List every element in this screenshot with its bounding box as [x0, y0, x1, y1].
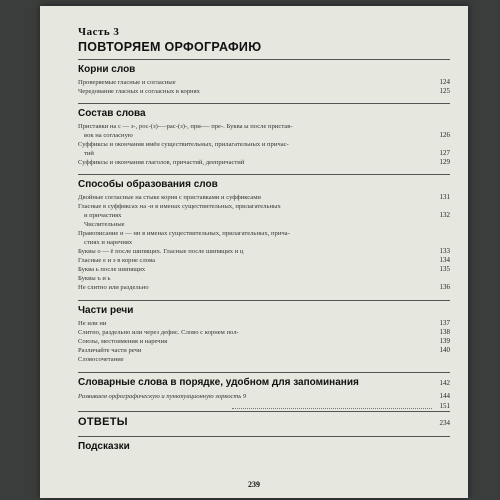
- toc-item: Гласные е и э в корне слова 134: [78, 256, 450, 264]
- toc-item: Развиваем орфографическую и пунктуационную зоркость 9 144: [78, 392, 450, 400]
- toc-item: Буквы ъ и ь: [78, 275, 111, 282]
- section-title: Способы образования слов: [78, 179, 218, 190]
- divider: [78, 103, 450, 104]
- toc-item: Числительные: [84, 221, 125, 228]
- leader-dots: [232, 408, 432, 409]
- divider: [78, 411, 450, 412]
- toc-item: Буквы о — ё после шипящих. Гласные после шипящих и ц 133: [78, 247, 450, 255]
- toc: Часть 3 ПОВТОРЯЕМ ОРФОГРАФИЮ Корни слов Проверяемые гласные и согласные 124 Чередование гласных и согласных в корнях 125 Состав слова Приставки на с — з-, рос-(з)-—рас-(з)-, при-— пре-. Буква ы после пристав- вок на согласную 126 Суффиксы и окончания имён существительных, прилагательных и причас- тий 127 Суффиксы и окончания глаголов, причастий, деепричастий 129 Способы образования слов Двойные согласные на стыке корня с приставками и суффиксами 131 Гласные в суффиксах на -н в именах существительных, прилагательных и причастиях 132 Числительные Правописание н — нн в именах существительных, прилагательных, прича- стиях и наречиях Буквы о — ё после шипящих. Гласные после шипящих и ц 133 Гласные е и э в корне слова 134 Буква ь после шипящих 135 Буквы ъ и ь Не слитно или раздельно 136 Части речи Не или ни 137 Слитно, раздельно или через дефис. Слово с корнем пол- 138 Союзы, местоимения и наречия 139 Различайте части речи 140 Словосочетание Словарные слова в порядке, удобном для запоминания 142 Развиваем орфографическую и пунктуационную зоркость 9 144 151 ОТВЕТЫ 234 Подсказки: [78, 26, 450, 452]
- toc-section-row: ОТВЕТЫ 234: [78, 416, 450, 428]
- toc-item: стиях и наречиях: [84, 239, 133, 246]
- toc-item: Двойные согласные на стыке корня с приставками и суффиксами 131: [78, 193, 450, 201]
- part-label: Часть 3: [78, 26, 120, 38]
- answers-title: ОТВЕТЫ: [78, 416, 128, 428]
- toc-item: и причастиях 132: [84, 211, 450, 219]
- toc-section-row: Словарные слова в порядке, удобном для запоминания 142: [78, 377, 450, 388]
- toc-item: Проверяемые гласные и согласные 124: [78, 78, 450, 86]
- section-title: Части речи: [78, 305, 134, 316]
- toc-item: Гласные в суффиксах на -н в именах существительных, прилагательных: [78, 203, 281, 210]
- toc-item: вок на согласную 126: [84, 131, 450, 139]
- section-title: Словарные слова в порядке, удобном для запоминания: [78, 377, 359, 388]
- toc-item: Союзы, местоимения и наречия 139: [78, 337, 450, 345]
- toc-item: Приставки на с — з-, рос-(з)-—рас-(з)-, при-— пре-. Буква ы после пристав-: [78, 123, 293, 130]
- divider: [78, 174, 450, 175]
- toc-item: тий 127: [84, 149, 450, 157]
- toc-item: Слитно, раздельно или через дефис. Слово с корнем пол- 138: [78, 328, 450, 336]
- divider: [78, 436, 450, 437]
- divider: [78, 300, 450, 301]
- page-number: 239: [248, 480, 260, 489]
- toc-item: Чередование гласных и согласных в корнях 125: [78, 87, 450, 95]
- hints-title: Подсказки: [78, 441, 130, 452]
- toc-item: Суффиксы и окончания глаголов, причастий, деепричастий 129: [78, 158, 450, 166]
- toc-item: Правописание н — нн в именах существительных, прилагательных, прича-: [78, 230, 290, 237]
- toc-item: Не или ни 137: [78, 319, 450, 327]
- section-title: Корни слов: [78, 64, 136, 75]
- toc-item: Суффиксы и окончания имён существительных, прилагательных и причас-: [78, 141, 289, 148]
- toc-item: Различайте части речи 140: [78, 346, 450, 354]
- toc-item: Не слитно или раздельно 136: [78, 283, 450, 291]
- divider: [78, 59, 450, 60]
- toc-item: Буква ь после шипящих 135: [78, 265, 450, 273]
- main-title: ПОВТОРЯЕМ ОРФОГРАФИЮ: [78, 40, 262, 54]
- book-page: [40, 6, 468, 498]
- toc-item: Словосочетание: [78, 356, 124, 363]
- divider: [78, 372, 450, 373]
- section-title: Состав слова: [78, 108, 146, 119]
